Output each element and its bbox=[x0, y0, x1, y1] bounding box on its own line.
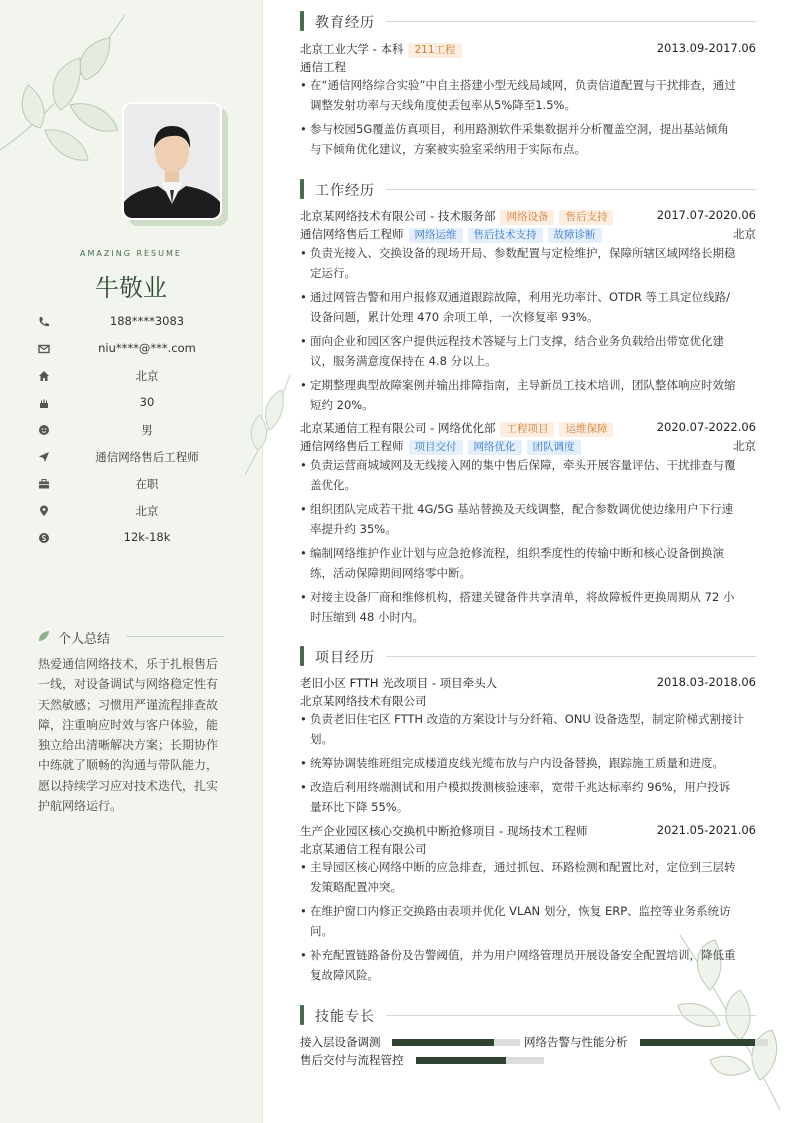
skill-name: 售后交付与流程管控 bbox=[300, 1053, 404, 1067]
phone-icon bbox=[38, 316, 50, 328]
project-header bbox=[300, 675, 756, 692]
bullet-line: 主导园区核心网络中断的应急排查，通过抓包、环路检测和配置比对，定位到三层转 bbox=[310, 860, 736, 874]
candidate-name: 牛敬业 bbox=[95, 274, 167, 302]
list-item: • 在维护窗口内修正交换路由表项并优化 VLAN 划分，恢复 ERP、监控等业务系统访 问。 bbox=[300, 904, 731, 938]
info-value: 12k-18k bbox=[123, 530, 171, 544]
bullet-line: 时压缩到 48 小时内。 bbox=[310, 609, 424, 624]
bullet-line: 调整发射功率与天线角度使丢包率从5%降至1.5%。 bbox=[310, 97, 576, 112]
divider bbox=[386, 21, 756, 22]
tag: 运维保障 bbox=[559, 422, 613, 437]
bullet-line: 在维护窗口内修正交换路由表项并优化 VLAN 划分，恢复 ERP、监控等业务系统访 bbox=[310, 904, 731, 918]
bullet-line: 与下倾角优化建议，方案被实验室采纳用于实际布点。 bbox=[310, 141, 586, 156]
info-value: niu****@***.com bbox=[98, 341, 196, 355]
section-title: 项目经历 bbox=[315, 650, 375, 666]
list-item: • 在“通信网络综合实验”中自主搭建小型无线局域网，负责信道配置与干扰排查，通过 调整发射功率与天线角度使丢包率从5%降至1.5%。 bbox=[300, 78, 736, 112]
briefcase-icon bbox=[38, 478, 50, 490]
summary-line: 愿以持续学习应对技术迭代，扎实 bbox=[38, 778, 219, 793]
tag: 网络运维 bbox=[409, 228, 463, 243]
gender-icon bbox=[38, 424, 50, 436]
bullet-line: 对接主设备厂商和维修机构，搭建关键备件共享清单，将故障板件更换周期从 72 小 bbox=[310, 590, 735, 604]
leaf-icon bbox=[38, 630, 50, 642]
profile-photo-frame bbox=[122, 102, 222, 220]
section-accent-bar bbox=[300, 646, 304, 666]
salary-icon bbox=[38, 532, 50, 544]
job-role bbox=[300, 438, 756, 455]
summary-line: 护航网络运行。 bbox=[38, 799, 123, 814]
bullet-line: 编制网络维护作业计划与应急抢修流程，组织季度性的传输中断和核心设备倒换演 bbox=[310, 546, 724, 560]
skill-item bbox=[300, 1034, 520, 1050]
skill-name: 接入层设备调测 bbox=[300, 1035, 381, 1049]
cake-icon bbox=[38, 397, 50, 409]
summary-title-text: 个人总结 bbox=[58, 632, 111, 647]
bullet-line: 议，服务满意度保持在 4.8 分以上。 bbox=[310, 353, 497, 368]
summary-line: 中练就了顺畅的沟通与带队能力， bbox=[38, 758, 219, 773]
skill-name: 网络告警与性能分析 bbox=[524, 1035, 628, 1049]
tag: 网络设备 bbox=[500, 210, 554, 225]
summary-line: 热爱通信网络技术，乐于扎根售后 bbox=[38, 657, 219, 671]
resume-tagline: AMAZING RESUME bbox=[80, 249, 182, 258]
bullet-line: 组织团队完成若干批 4G/5G 基站替换及天线调整，配合参数调优使边缘用户下行速 bbox=[310, 502, 734, 516]
bullet-line: 面向企业和园区客户提供远程技术答疑与上门支撑，结合业务负载给出带宽优化建 bbox=[310, 334, 724, 348]
bullet-line: 定运行。 bbox=[310, 265, 356, 280]
tag: 项目交付 bbox=[409, 440, 463, 455]
section-title: 工作经历 bbox=[315, 183, 375, 199]
bullet-line: 率提升约 35%。 bbox=[310, 521, 397, 536]
list-item: • 负责老旧住宅区 FTTH 改造的方案设计与分纤箱、ONU 设备选型，制定阶梯式割接计 划。 bbox=[300, 712, 744, 746]
summary-line: 独立给出清晰解决方案；长期协作 bbox=[38, 738, 219, 753]
list-item: • 负责光接入、交换设备的现场开局、参数配置与定检维护，保障所辖区域网络长期稳 定运行。 bbox=[300, 246, 736, 280]
tag: 网络优化 bbox=[468, 440, 522, 455]
date-range: 2018.03-2018.06 bbox=[656, 675, 756, 689]
company-name: 北京某通信工程有限公司 - 网络优化部 bbox=[300, 421, 496, 435]
bullet-line: 负责运营商城域网及无线接入网的集中售后保障，牵头开展容量评估、干扰排查与覆 bbox=[310, 458, 736, 472]
project-header bbox=[300, 823, 756, 840]
list-item: • 参与校园5G覆盖仿真项目，利用路测软件采集数据并分析覆盖空洞，提出基站倾角 与下倾角优化建议，方案被实验室采纳用于实际布点。 bbox=[300, 122, 729, 156]
bullet-line: 在“通信网络综合实验”中自主搭建小型无线局域网，负责信道配置与干扰排查，通过 bbox=[310, 78, 736, 92]
list-item: • 统筹协调装维班组完成楼道皮线光缆布放与户内设备替换，跟踪施工质量和进度。 bbox=[300, 756, 724, 770]
job-title: 通信网络售后工程师 bbox=[300, 439, 404, 453]
list-item: • 对接主设备厂商和维修机构，搭建关键备件共享清单，将故障板件更换周期从 72 小 时压缩到 48 小时内。 bbox=[300, 590, 735, 624]
bullet-line: 负责光接入、交换设备的现场开局、参数配置与定检维护，保障所辖区域网络长期稳 bbox=[310, 246, 736, 260]
info-phone bbox=[38, 314, 238, 334]
job-header bbox=[300, 420, 756, 437]
sidebar bbox=[0, 0, 263, 1123]
section-title: 教育经历 bbox=[315, 15, 375, 31]
date-range: 2013.09-2017.06 bbox=[656, 41, 756, 55]
avatar bbox=[122, 102, 222, 220]
job-city: 北京 bbox=[733, 227, 756, 241]
info-email bbox=[38, 341, 238, 361]
section-projects bbox=[300, 646, 756, 666]
skill-bar-fill bbox=[640, 1039, 755, 1046]
divider bbox=[126, 636, 224, 637]
info-age bbox=[38, 395, 238, 415]
bullet-line: 统筹协调装维班组完成楼道皮线光缆布放与户内设备替换，跟踪施工质量和进度。 bbox=[310, 756, 724, 770]
bullet-line: 通过网管告警和用户报修双通道跟踪故障，利用光功率计、OTDR 等工具定位线路/ bbox=[310, 290, 730, 304]
summary-text bbox=[38, 654, 224, 816]
info-value: 男 bbox=[141, 423, 153, 437]
divider bbox=[386, 189, 756, 190]
summary-line: 一线，对设备调试与网络稳定性有 bbox=[38, 677, 219, 692]
info-value: 188****3083 bbox=[109, 314, 185, 328]
list-item: • 主导园区核心网络中断的应急排查，通过抓包、环路检测和配置比对，定位到三层转 发策略配置冲突。 bbox=[300, 860, 736, 894]
job-title: 通信网络售后工程师 bbox=[300, 227, 404, 241]
tag: 售后技术支持 bbox=[468, 228, 543, 243]
tag: 故障诊断 bbox=[548, 228, 602, 243]
project-org: 北京某网络技术有限公司 bbox=[300, 694, 427, 708]
tag: 211工程 bbox=[408, 43, 461, 58]
bullet-line: 负责老旧住宅区 FTTH 改造的方案设计与分纤箱、ONU 设备选型，制定阶梯式割接计 bbox=[310, 712, 744, 726]
bullet-line: 练，活动保障期间网络零中断。 bbox=[310, 565, 471, 580]
leaf-decoration-icon bbox=[0, 10, 140, 180]
bullet-line: 问。 bbox=[310, 923, 333, 938]
date-range: 2021.05-2021.06 bbox=[656, 823, 756, 837]
bullet-line: 短约 20%。 bbox=[310, 397, 374, 412]
info-status bbox=[38, 476, 238, 496]
section-accent-bar bbox=[300, 179, 304, 199]
info-hometown bbox=[38, 368, 238, 388]
school-name: 北京工业大学 - 本科 bbox=[300, 42, 404, 56]
info-value: 北京 bbox=[135, 504, 159, 518]
job-header bbox=[300, 208, 756, 225]
summary-line: 障，注重响应时效与客户体验，能 bbox=[38, 717, 219, 732]
location-pin-icon bbox=[38, 505, 50, 517]
list-item: • 负责运营商城域网及无线接入网的集中售后保障，牵头开展容量评估、干扰排查与覆 盖优化。 bbox=[300, 458, 736, 492]
bullet-line: 复故障风险。 bbox=[310, 967, 379, 982]
bullet-line: 量环比下降 55%。 bbox=[310, 799, 409, 814]
skill-item bbox=[524, 1034, 768, 1050]
section-work bbox=[300, 179, 756, 199]
home-icon bbox=[38, 370, 50, 382]
list-item: • 通过网管告警和用户报修双通道跟踪故障，利用光功率计、OTDR 等工具定位线路/ 设备问题，累计处理 470 余项工单，一次修复率 93%。 bbox=[300, 290, 730, 324]
tag: 团队调度 bbox=[527, 440, 581, 455]
bullet-line: 补充配置链路备份及告警阈值，并为用户网络管理员开展设备安全配置培训，降低重 bbox=[310, 948, 736, 962]
info-salary bbox=[38, 530, 238, 550]
section-title: 技能专长 bbox=[315, 1009, 375, 1025]
bullet-line: 盖优化。 bbox=[310, 477, 356, 492]
bullet-line: 改造后利用终端测试和用户模拟拨测核验速率，宽带千兆达标率约 96%，用户投诉 bbox=[310, 780, 731, 794]
job-city: 北京 bbox=[733, 439, 756, 453]
skill-bar-fill bbox=[392, 1039, 494, 1046]
tag: 工程项目 bbox=[500, 422, 554, 437]
date-range: 2017.07-2020.06 bbox=[656, 208, 756, 222]
bullet-line: 定期整理典型故障案例并输出排障指南，主导新员工技术培训，团队整体响应时效缩 bbox=[310, 378, 736, 392]
list-item: • 编制网络维护作业计划与应急抢修流程，组织季度性的传输中断和核心设备倒换演 练，活动保障期间网络零中断。 bbox=[300, 546, 724, 580]
info-gender bbox=[38, 422, 238, 442]
skill-bar-track bbox=[392, 1039, 520, 1046]
education-major: 通信工程 bbox=[300, 60, 346, 74]
list-item: • 组织团队完成若干批 4G/5G 基站替换及天线调整，配合参数调优使边缘用户下行速 率提升约 35%。 bbox=[300, 502, 734, 536]
skill-bar-track bbox=[640, 1039, 768, 1046]
tag: 售后支持 bbox=[559, 210, 613, 225]
info-target-job bbox=[38, 449, 238, 469]
mail-icon bbox=[38, 343, 50, 355]
summary-line: 天然敏感；习惯用严谨流程排查故 bbox=[38, 697, 219, 712]
project-name: 老旧小区 FTTH 光改项目 - 项目牵头人 bbox=[300, 676, 498, 690]
skill-bar-fill bbox=[416, 1057, 506, 1064]
person-portrait-icon bbox=[124, 104, 220, 218]
section-accent-bar bbox=[300, 11, 304, 31]
skill-bar-track bbox=[416, 1057, 544, 1064]
bullet-line: 划。 bbox=[310, 731, 333, 746]
section-accent-bar bbox=[300, 1005, 304, 1025]
divider bbox=[386, 656, 756, 657]
skill-item bbox=[300, 1052, 544, 1068]
info-value: 通信网络售后工程师 bbox=[95, 450, 199, 464]
section-skills bbox=[300, 1005, 756, 1025]
info-value: 在职 bbox=[135, 477, 159, 491]
date-range: 2020.07-2022.06 bbox=[656, 420, 756, 434]
company-name: 北京某网络技术有限公司 - 技术服务部 bbox=[300, 209, 496, 223]
send-icon bbox=[38, 451, 50, 463]
bullet-line: 发策略配置冲突。 bbox=[310, 879, 402, 894]
project-name: 生产企业园区核心交换机中断抢修项目 - 现场技术工程师 bbox=[300, 824, 588, 838]
divider bbox=[386, 1015, 756, 1016]
info-location bbox=[38, 503, 238, 523]
list-item: • 面向企业和园区客户提供远程技术答疑与上门支撑，结合业务负载给出带宽优化建 议，服务满意度保持在 4.8 分以上。 bbox=[300, 334, 724, 368]
job-role bbox=[300, 226, 756, 243]
info-value: 北京 bbox=[135, 369, 159, 383]
section-education bbox=[300, 11, 756, 31]
bullet-line: 参与校园5G覆盖仿真项目，利用路测软件采集数据并分析覆盖空洞，提出基站倾角 bbox=[310, 122, 729, 136]
leaf-decoration-icon bbox=[240, 370, 300, 480]
list-item: • 补充配置链路备份及告警阈值，并为用户网络管理员开展设备安全配置培训，降低重 复故障风险。 bbox=[300, 948, 736, 982]
list-item: • 改造后利用终端测试和用户模拟拨测核验速率，宽带千兆达标率约 96%，用户投诉 量环比下降 55%。 bbox=[300, 780, 731, 814]
list-item: • 定期整理典型故障案例并输出排障指南，主导新员工技术培训，团队整体响应时效缩 短约 20%。 bbox=[300, 378, 736, 412]
bullet-line: 设备问题，累计处理 470 余项工单，一次修复率 93%。 bbox=[310, 309, 599, 324]
info-value: 30 bbox=[139, 395, 155, 409]
project-org: 北京某通信工程有限公司 bbox=[300, 842, 427, 856]
education-header bbox=[300, 41, 756, 58]
